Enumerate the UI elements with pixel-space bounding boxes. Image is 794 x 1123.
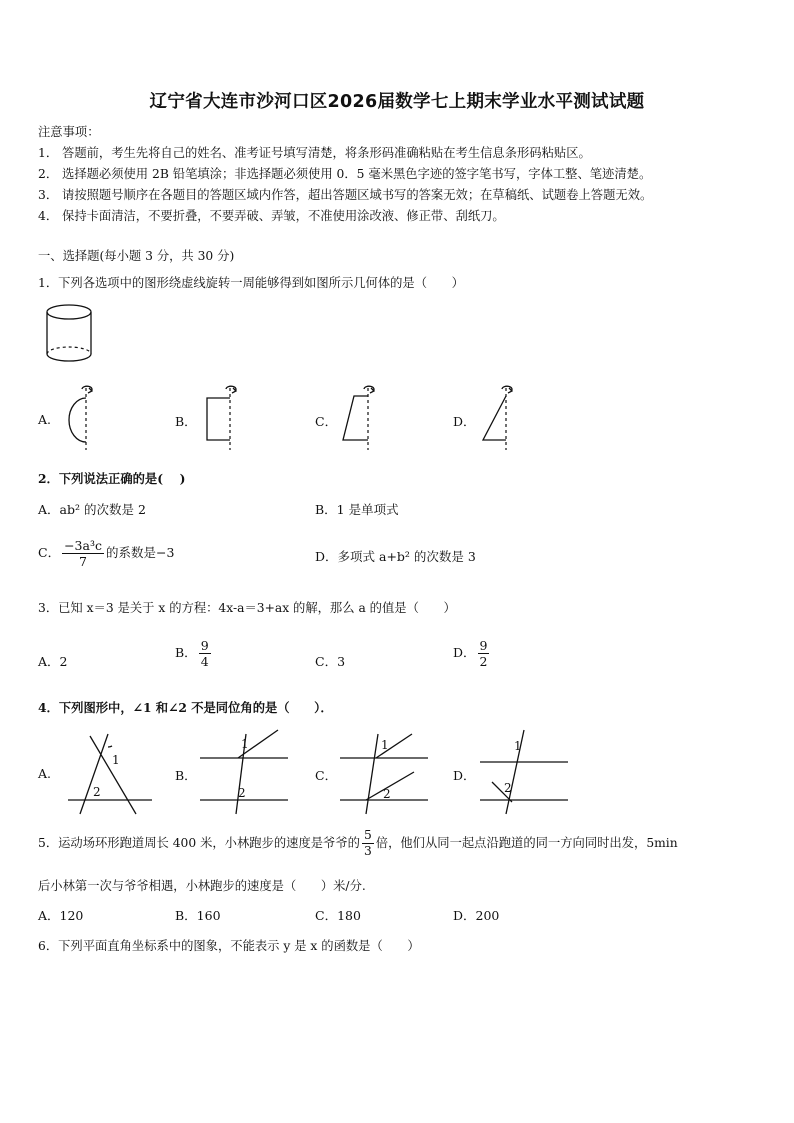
q3-option-b-fraction xyxy=(199,638,211,669)
q3-option-d xyxy=(453,638,491,669)
q4-b-angle-1-label: 1 xyxy=(241,737,249,751)
q1-option-b-figure xyxy=(200,382,244,454)
q5-numerator: 5 xyxy=(363,828,372,842)
page-title: 辽宁省大连市沙河口区2026届数学七上期末学业水平测试试题 xyxy=(149,92,645,112)
q3-stem: 3．已知 x＝3 是关于 x 的方程：4x-a＝3+ax 的解，那么 a 的值是（ ） xyxy=(38,601,456,615)
q6-stem: 6．下列平面直角坐标系中的图象，不能表示 y 是 x 的函数是（ ） xyxy=(38,939,420,953)
q3-option-b xyxy=(175,638,213,669)
q1-option-a-label: A. xyxy=(38,412,52,427)
q4-option-b-figure xyxy=(196,722,292,818)
q3-b-numerator: 9 xyxy=(200,638,209,653)
q3-option-d-label: D． xyxy=(453,645,476,660)
q3-d-denominator: 2 xyxy=(479,654,488,669)
q3-d-numerator: 9 xyxy=(479,638,488,653)
q3-option-a: A．2 xyxy=(38,654,68,669)
q4-option-c-figure xyxy=(336,722,432,818)
q4-option-b-label: B． xyxy=(175,768,197,783)
q5-option-c: C．180 xyxy=(315,908,361,923)
q2-c-numerator: −3a³c xyxy=(64,538,102,553)
q5-option-d: D．200 xyxy=(453,908,500,923)
q3-option-c: C．3 xyxy=(315,654,346,669)
q2-c-denominator: 7 xyxy=(79,554,87,569)
q1-option-d-figure xyxy=(476,382,520,454)
q4-d-angle-1-label: 1 xyxy=(514,739,522,753)
q1-option-a-figure xyxy=(58,382,102,454)
section-heading: 一、选择题(每小题 3 分，共 30 分) xyxy=(38,249,235,263)
q2-option-c-label: C． xyxy=(38,545,61,560)
q1-option-c-label: C． xyxy=(315,414,338,429)
notice-item-3: 3． 请按照题号顺序在各题目的答题区域内作答，超出答题区域书写的答案无效；在草稿纸、试题卷上答题无效。 xyxy=(38,188,653,202)
q5-option-a: A．120 xyxy=(38,908,84,923)
notice-item-2: 2． 选择题必须使用 2B 铅笔填涂；非选择题必须使用 0．5 毫米黑色字迹的签字笔书写，字体工整、笔迹清楚。 xyxy=(38,167,652,181)
notice-heading: 注意事项： xyxy=(38,125,100,139)
q2-stem: 2．下列说法正确的是( ) xyxy=(38,471,186,486)
q2-option-c-fraction xyxy=(62,538,104,569)
q5-stem-part-1: 5．运动场环形跑道周长 400 米，小林跑步的速度是爷爷的 xyxy=(38,836,360,850)
q4-b-angle-2-label: 2 xyxy=(238,786,246,800)
q4-a-angle-2-label: 2 xyxy=(93,785,101,799)
q1-option-c-figure xyxy=(338,382,382,454)
q4-c-angle-1-label: 1 xyxy=(381,738,389,752)
q3-option-d-fraction xyxy=(478,638,490,669)
q2-option-b: B．1 是单项式 xyxy=(315,502,399,517)
q5-stem-part-2: 倍，他们从同一起点沿跑道的同一方向同时出发，5min xyxy=(375,836,678,850)
q4-a-angle-1-label: 1 xyxy=(112,753,120,767)
notice-item-4: 4． 保持卡面清洁，不要折叠，不要弄破、弄皱，不准使用涂改液、修正带、刮纸刀。 xyxy=(38,209,505,223)
q2-option-a: A．ab² 的次数是 2 xyxy=(38,502,146,517)
q1-option-b-label: B． xyxy=(175,414,197,429)
q1-stem: 1．下列各选项中的图形绕虚线旋转一周能够得到如图所示几何体的是（ ） xyxy=(38,276,464,290)
q4-option-c-label: C． xyxy=(315,768,338,783)
q5-option-b: B．160 xyxy=(175,908,221,923)
q5-denominator: 3 xyxy=(363,844,372,858)
q4-option-d-figure xyxy=(476,722,572,818)
q3-b-denominator: 4 xyxy=(200,654,209,669)
q5-fraction xyxy=(362,828,374,859)
cylinder-figure xyxy=(42,302,98,368)
q3-option-b-label: B． xyxy=(175,645,197,660)
notice-item-1: 1． 答题前，考生先将自己的姓名、准考证号填写清楚，将条形码准确粘贴在考生信息条形码粘贴区。 xyxy=(38,146,591,160)
q4-stem: 4．下列图形中，∠1 和∠2 不是同位角的是（ ）． xyxy=(38,700,333,715)
q4-option-d-label: D． xyxy=(453,768,476,783)
q5-stem-line-2: 后小林第一次与爷爷相遇，小林跑步的速度是（ ）米/分. xyxy=(38,879,366,893)
q4-option-a-label: A. xyxy=(38,766,52,781)
q4-c-angle-2-label: 2 xyxy=(383,787,391,801)
q4-option-a-figure xyxy=(60,722,156,818)
q2-option-c xyxy=(38,538,174,569)
q4-d-angle-2-label: 2 xyxy=(504,781,512,795)
q5-stem-line-1 xyxy=(38,828,678,859)
q1-option-d-label: D． xyxy=(453,414,476,429)
q2-option-d: D．多项式 a+b² 的次数是 3 xyxy=(315,549,476,564)
q2-option-c-text: 的系数是−3 xyxy=(105,545,175,560)
